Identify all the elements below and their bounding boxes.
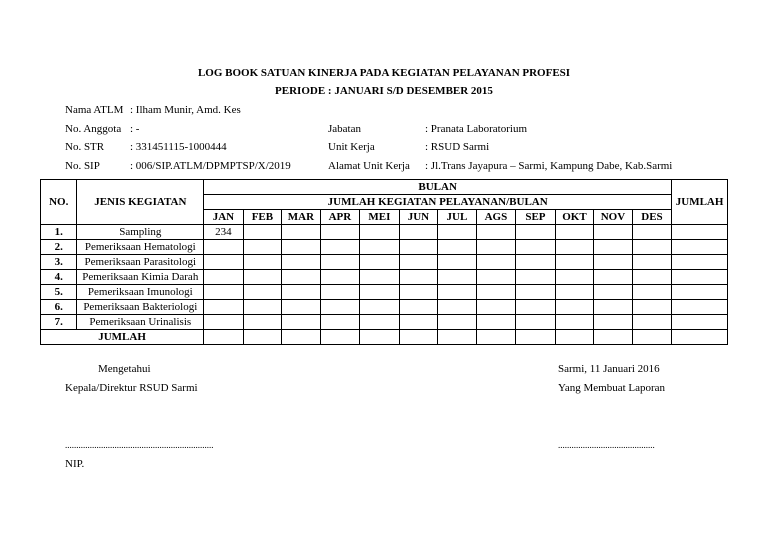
table-row (41, 255, 728, 270)
total-jumlah (672, 330, 728, 345)
month-cell (399, 330, 438, 345)
month-cell (243, 330, 282, 345)
month-cell (594, 315, 633, 330)
month-cell (399, 240, 438, 255)
row-jumlah (672, 315, 728, 330)
month-cell (476, 315, 516, 330)
row-jan (204, 300, 244, 315)
month-cell (594, 240, 633, 255)
month-cell (555, 270, 594, 285)
month-cell (555, 285, 594, 300)
month-cell (320, 255, 360, 270)
nip-text: NIP. (65, 458, 85, 470)
month-cell (204, 330, 244, 345)
month-cell (438, 255, 477, 270)
month-cell (282, 225, 321, 240)
alamat-value: : Jl.Trans Jayapura – Sarmi, Kampung Dabe, Kab.Sarmi (425, 160, 673, 172)
month-cell (476, 300, 516, 315)
row-kegiatan: Pemeriksaan Urinalisis (77, 315, 204, 330)
row-jumlah (672, 285, 728, 300)
month-cell (476, 225, 516, 240)
month-cell (555, 225, 594, 240)
sip-label: No. SIP (65, 160, 100, 172)
str-label: No. STR (65, 141, 105, 153)
header-bulan: BULAN (204, 180, 672, 195)
month-cell (243, 285, 282, 300)
month-cell (476, 240, 516, 255)
month-cell (282, 270, 321, 285)
table-row (41, 240, 728, 255)
month-cell (632, 225, 672, 240)
document-title: LOG BOOK SATUAN KINERJA PADA KEGIATAN PELAYANAN PROFESI (197, 67, 571, 79)
row-no: 1. (41, 225, 77, 240)
row-no: 3. (41, 255, 77, 270)
row-jan (204, 270, 244, 285)
month-cell (438, 315, 477, 330)
month-cell (516, 240, 556, 255)
month-cell (360, 285, 400, 300)
month-cell (360, 240, 400, 255)
month-cell (516, 300, 556, 315)
month-header: FEB (243, 210, 282, 225)
month-cell (438, 285, 477, 300)
month-header: OKT (555, 210, 594, 225)
month-cell (282, 315, 321, 330)
month-cell (516, 315, 556, 330)
month-cell (516, 285, 556, 300)
pembuat-text: Yang Membuat Laporan (558, 382, 666, 394)
month-header: MAR (282, 210, 321, 225)
row-kegiatan: Pemeriksaan Bakteriologi (77, 300, 204, 315)
jabatan-label: Jabatan (328, 123, 361, 135)
month-header: DES (632, 210, 672, 225)
month-cell (360, 270, 400, 285)
month-cell (282, 240, 321, 255)
month-cell (555, 240, 594, 255)
month-header: JAN (204, 210, 244, 225)
row-no: 7. (41, 315, 77, 330)
nama-label: Nama ATLM (65, 104, 124, 116)
month-cell (594, 225, 633, 240)
jabatan-value: : Pranata Laboratorium (425, 123, 528, 135)
month-cell (282, 285, 321, 300)
signature-line-right: ........................................... (558, 440, 655, 450)
month-cell (632, 285, 672, 300)
mengetahui-text: Mengetahui (98, 363, 151, 375)
log-table (40, 179, 728, 345)
month-cell (320, 240, 360, 255)
month-cell (399, 225, 438, 240)
month-header: JUL (438, 210, 477, 225)
row-kegiatan: Pemeriksaan Hematologi (77, 240, 204, 255)
month-cell (282, 255, 321, 270)
month-cell (632, 315, 672, 330)
document-period: PERIODE : JANUARI S/D DESEMBER 2015 (275, 85, 493, 97)
anggota-value: : - (130, 123, 140, 135)
row-kegiatan: Pemeriksaan Parasitologi (77, 255, 204, 270)
month-cell (555, 315, 594, 330)
month-header: APR (320, 210, 360, 225)
month-cell (476, 285, 516, 300)
sip-value: : 006/SIP.ATLM/DPMPTSP/X/2019 (130, 160, 291, 172)
header-jumlah-kegiatan: JUMLAH KEGIATAN PELAYANAN/BULAN (204, 195, 672, 210)
month-cell (438, 330, 477, 345)
month-cell (360, 300, 400, 315)
month-cell (243, 270, 282, 285)
month-cell (243, 255, 282, 270)
month-cell (516, 255, 556, 270)
month-cell (438, 300, 477, 315)
row-jan: 234 (204, 225, 244, 240)
table-row (41, 300, 728, 315)
month-cell (594, 330, 633, 345)
table-row (41, 285, 728, 300)
month-cell (243, 240, 282, 255)
month-cell (594, 300, 633, 315)
row-jan (204, 315, 244, 330)
row-jumlah (672, 240, 728, 255)
kepala-text: Kepala/Direktur RSUD Sarmi (65, 382, 198, 394)
table-row (41, 225, 728, 240)
month-header: NOV (594, 210, 633, 225)
month-cell (282, 300, 321, 315)
month-cell (243, 225, 282, 240)
month-cell (282, 330, 321, 345)
month-cell (399, 270, 438, 285)
month-cell (516, 330, 556, 345)
month-cell (320, 270, 360, 285)
row-kegiatan: Sampling (77, 225, 204, 240)
row-jan (204, 240, 244, 255)
table-row (41, 270, 728, 285)
month-cell (594, 270, 633, 285)
month-cell (555, 330, 594, 345)
month-cell (320, 300, 360, 315)
row-jumlah (672, 270, 728, 285)
total-row (41, 330, 728, 345)
month-cell (632, 270, 672, 285)
month-cell (632, 255, 672, 270)
month-cell (476, 270, 516, 285)
month-cell (632, 240, 672, 255)
month-cell (320, 225, 360, 240)
table-row (41, 315, 728, 330)
header-jenis-kegiatan: JENIS KEGIATAN (77, 180, 204, 225)
row-no: 5. (41, 285, 77, 300)
month-cell (476, 330, 516, 345)
month-cell (320, 285, 360, 300)
month-cell (360, 225, 400, 240)
month-cell (516, 225, 556, 240)
month-cell (632, 330, 672, 345)
month-cell (594, 285, 633, 300)
str-value: : 331451115-1000444 (130, 141, 227, 153)
row-kegiatan: Pemeriksaan Kimia Darah (77, 270, 204, 285)
month-cell (243, 300, 282, 315)
signature-line-left: .................................................................. (65, 440, 214, 450)
month-cell (399, 315, 438, 330)
row-no: 4. (41, 270, 77, 285)
month-cell (243, 315, 282, 330)
nama-value: : Ilham Munir, Amd. Kes (130, 104, 241, 116)
month-cell (632, 300, 672, 315)
month-header: AGS (476, 210, 516, 225)
anggota-label: No. Anggota (65, 123, 122, 135)
row-jumlah (672, 225, 728, 240)
month-cell (438, 270, 477, 285)
month-cell (438, 225, 477, 240)
month-cell (360, 330, 400, 345)
row-kegiatan: Pemeriksaan Imunologi (77, 285, 204, 300)
month-cell (399, 300, 438, 315)
month-cell (476, 255, 516, 270)
row-no: 2. (41, 240, 77, 255)
report-date: Sarmi, 11 Januari 2016 (558, 363, 660, 375)
total-label: JUMLAH (41, 330, 204, 345)
month-cell (320, 330, 360, 345)
month-header: MEI (360, 210, 400, 225)
header-no: NO. (41, 180, 77, 225)
month-cell (555, 255, 594, 270)
alamat-label: Alamat Unit Kerja (328, 160, 410, 172)
month-cell (399, 285, 438, 300)
row-jumlah (672, 300, 728, 315)
month-cell (360, 255, 400, 270)
month-cell (594, 255, 633, 270)
row-jumlah (672, 255, 728, 270)
row-jan (204, 255, 244, 270)
row-no: 6. (41, 300, 77, 315)
month-cell (399, 255, 438, 270)
unit-value: : RSUD Sarmi (425, 141, 490, 153)
month-cell (360, 315, 400, 330)
row-jan (204, 285, 244, 300)
header-jumlah: JUMLAH (672, 180, 728, 225)
month-header: JUN (399, 210, 438, 225)
month-cell (516, 270, 556, 285)
unit-label: Unit Kerja (328, 141, 375, 153)
month-cell (555, 300, 594, 315)
month-cell (320, 315, 360, 330)
month-header: SEP (516, 210, 556, 225)
month-cell (438, 240, 477, 255)
